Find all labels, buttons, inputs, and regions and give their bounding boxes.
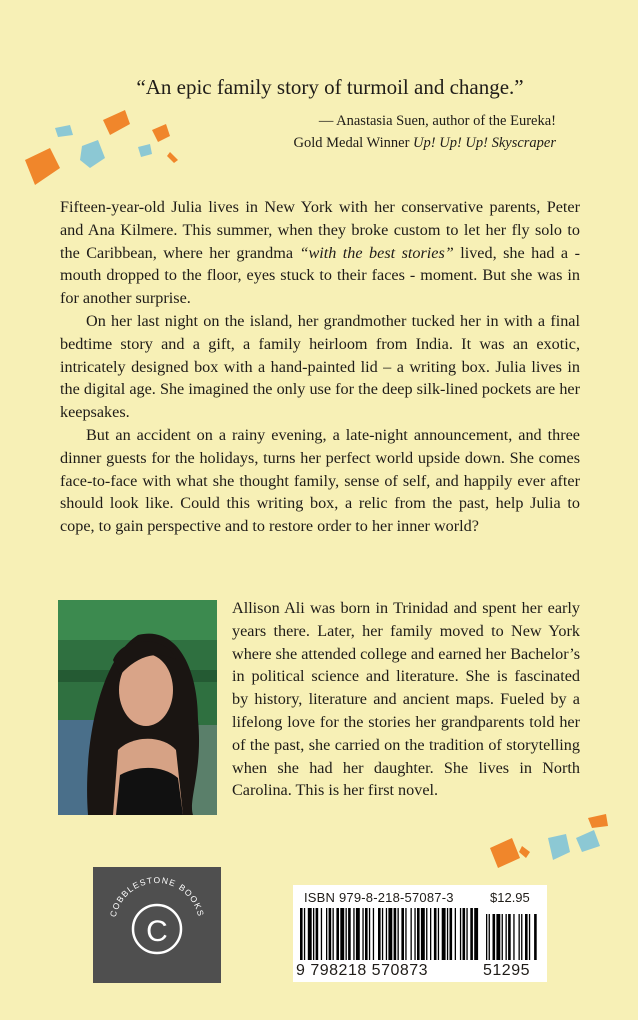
author-bio: Allison Ali was born in Trinidad and spent her early years there. Later, her family moved to New York where she attended college and earned her Bachelor’s in political science and literature. She is fascinated by history, literature and ancient maps. Fueled by a lifelong love for the stories her grandparents told her of the past, she carried on the tradition of storytelling when she had her daughter. She lives in North Carolina. This is her first novel. xyxy=(232,599,581,800)
barcode-bar xyxy=(386,908,387,960)
barcode-bar xyxy=(438,908,439,960)
author-portrait-image xyxy=(58,600,217,815)
barcode-bar xyxy=(304,908,305,960)
barcode-addon-bar xyxy=(525,914,528,960)
barcode-bar xyxy=(434,908,437,960)
blurb-p1-text-b: lived, she had a - mouth dropped to the floor, eyes stuck to their faces - moment. But she was in for another surprise. xyxy=(60,243,580,308)
confetti-orange-7 xyxy=(519,846,530,858)
price-label: $12.95 xyxy=(490,890,530,905)
isbn-label: ISBN 979-8-218-57087-3 xyxy=(304,890,454,905)
confetti-teal-4 xyxy=(548,834,570,860)
barcode-bar xyxy=(373,908,374,960)
barcode-bar xyxy=(348,908,351,960)
barcode-addon-bar xyxy=(519,914,520,960)
barcode-bar xyxy=(474,908,478,960)
author-photo xyxy=(58,600,217,815)
barcode-bar xyxy=(329,908,332,960)
blurb-paragraph-1 xyxy=(60,196,580,310)
confetti-teal-5 xyxy=(576,830,600,852)
confetti-orange-2 xyxy=(103,110,130,135)
barcode-bar xyxy=(460,908,461,960)
barcode-addon-bar xyxy=(521,914,522,960)
review-attribution xyxy=(220,110,556,154)
barcode-addon-bar xyxy=(496,914,500,960)
barcode-bar xyxy=(401,908,404,960)
barcode-addon-digits: 51295 xyxy=(483,962,530,979)
barcode-addon-bar xyxy=(489,914,490,960)
confetti-teal-1 xyxy=(80,140,105,168)
barcode-bar xyxy=(394,908,397,960)
barcode-bar xyxy=(378,908,381,960)
barcode-bar xyxy=(333,908,334,960)
barcode-bar xyxy=(326,908,327,960)
confetti-orange-1 xyxy=(25,148,60,185)
barcode-bar xyxy=(426,908,427,960)
blurb-paragraph-2: On her last night on the island, her grandmother tucked her in with a final bedtime story and a gift, a family heirloom from India. It was an exotic, intricately designed box with a hand-painted lid – a writing box. Julia lives in the digital age. She imagined the only use for the deep silk-lined pockets are her keepsakes. xyxy=(60,311,580,422)
barcode-bar xyxy=(417,908,420,960)
attribution-line-1: — Anastasia Suen, author of the Eureka! xyxy=(318,113,556,129)
barcode-bar xyxy=(421,908,425,960)
attribution-line-2 xyxy=(220,132,556,154)
barcode-addon-bar xyxy=(486,914,487,960)
barcode-addon-bar xyxy=(534,914,537,960)
barcode-bar xyxy=(442,908,446,960)
publisher-logo xyxy=(93,867,221,983)
publisher-name: COBBLESTONE BOOKS xyxy=(107,874,207,919)
barcode-bar xyxy=(405,908,406,960)
barcode-digits: 9 798218 570873 xyxy=(296,962,429,979)
barcode-bar xyxy=(308,908,312,960)
publisher-mark-letter: C xyxy=(146,915,168,948)
confetti-orange-4 xyxy=(167,152,178,163)
barcode-bar xyxy=(411,908,412,960)
barcode-bar xyxy=(353,908,354,960)
barcode-bar xyxy=(356,908,360,960)
attribution-title: Up! Up! Up! Skyscraper xyxy=(413,135,556,151)
review-quote: “An epic family story of turmoil and change.” xyxy=(136,75,524,99)
barcode-bar xyxy=(346,908,347,960)
attribution-prefix: Gold Medal Winner xyxy=(293,135,414,151)
barcode-bar xyxy=(414,908,415,960)
barcode-bars xyxy=(300,908,540,964)
barcode-bar xyxy=(455,908,456,960)
barcode-addon-bar xyxy=(502,914,503,960)
barcode-addon-bar xyxy=(513,914,514,960)
barcode-bar xyxy=(398,908,399,960)
blurb-p1-text-a: Fifteen-year-old Julia lives in New York with her conservative parents, Peter and Ana Kilmere. This summer, when they broke custom to let her fly solo to the Caribbean, where her grandma xyxy=(60,198,580,262)
barcode-bar xyxy=(382,908,383,960)
blurb-paragraph-3: But an accident on a rainy evening, a late-night announcement, and three dinner guests for the holidays, turns her perfect world upside down. She comes face-to-face with what she thought family, sense of self, and happily ever after should look like. Could this writing box, a relic from the past, help Julia to cope, to gain perspective and to restore order to her inner world? xyxy=(60,425,580,536)
book-blurb xyxy=(60,196,580,538)
publisher-logo-mark xyxy=(93,867,221,983)
barcode-bar xyxy=(365,908,368,960)
blurb-p1-emphasis: “with the best stories” xyxy=(299,243,454,262)
confetti-teal-2 xyxy=(55,125,73,137)
barcode-bar xyxy=(388,908,392,960)
barcode-addon-bar xyxy=(508,914,511,960)
confetti-orange-6 xyxy=(588,814,608,828)
barcode-bar xyxy=(300,908,303,960)
barcode-bar xyxy=(463,908,466,960)
barcode-bar xyxy=(313,908,314,960)
barcode-bar xyxy=(466,908,467,960)
barcode-addon-bar xyxy=(529,914,530,960)
confetti-teal-3 xyxy=(138,144,152,157)
barcode-addon-bar xyxy=(493,914,496,960)
barcode-bar xyxy=(450,908,453,960)
barcode-bar xyxy=(470,908,473,960)
barcode-bar xyxy=(316,908,319,960)
barcode-addon-bar xyxy=(506,914,507,960)
barcode-bar xyxy=(340,908,344,960)
barcode-bar xyxy=(369,908,370,960)
barcode-bar xyxy=(336,908,339,960)
barcode-bar xyxy=(362,908,363,960)
confetti-orange-3 xyxy=(152,124,170,142)
barcode-bar xyxy=(321,908,322,960)
barcode-bar xyxy=(430,908,431,960)
confetti-orange-5 xyxy=(490,838,520,868)
barcode-bar xyxy=(447,908,448,960)
